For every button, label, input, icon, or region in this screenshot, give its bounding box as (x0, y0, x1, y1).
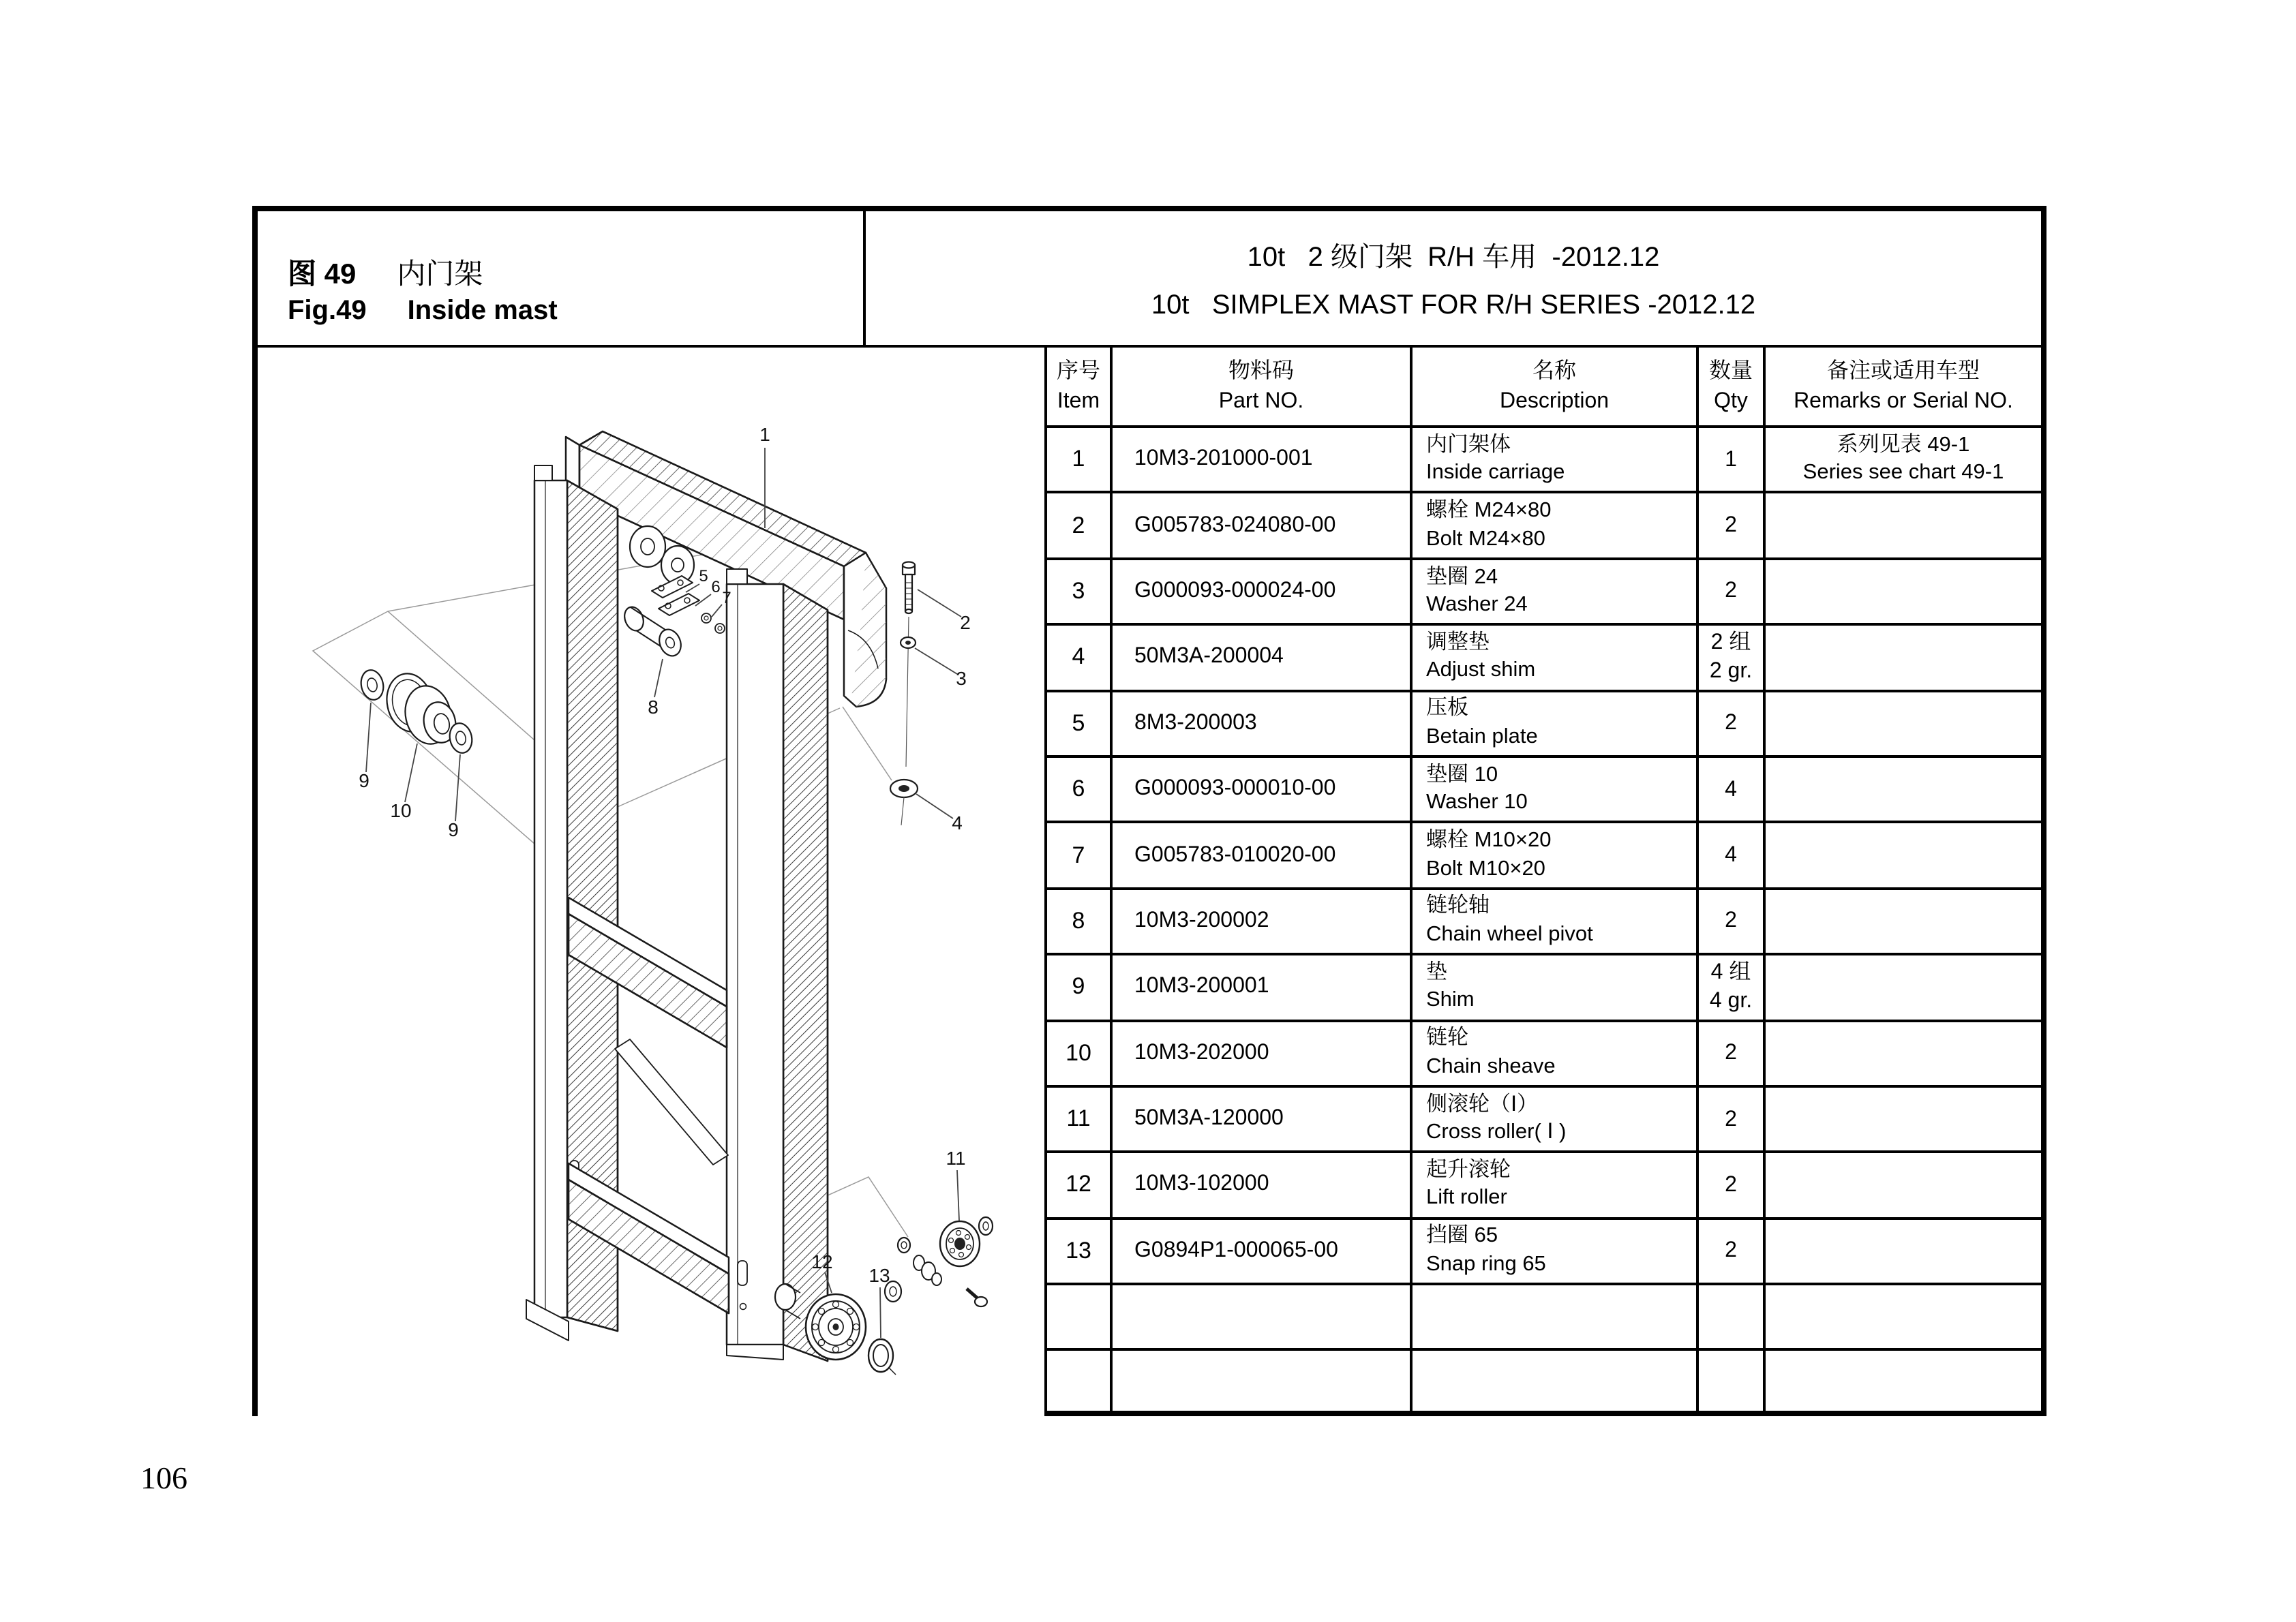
diagonal-brace (615, 1039, 728, 1165)
table-header-row (1047, 348, 2041, 427)
table-row (1047, 823, 2041, 889)
item-cell: 7 (1047, 823, 1111, 889)
description-cell (1411, 1284, 1697, 1350)
sheet-title-cn: 10t 2 级门架 R/H 车用 -2012.12 (1247, 243, 1660, 273)
remarks-cell (1764, 954, 2041, 1020)
drawing-frame (252, 206, 2046, 1416)
item-cell: 6 (1047, 756, 1111, 823)
item-cell: 3 (1047, 559, 1111, 625)
remarks-cell (1764, 1284, 2041, 1350)
remarks-cell (1764, 756, 2041, 823)
cross-roller-nut (898, 1238, 910, 1253)
description-cell: 链轮 Chain sheave (1411, 1020, 1697, 1086)
qty-cell: 2 (1697, 493, 1764, 559)
item-cell: 1 (1047, 427, 1111, 493)
table-row (1047, 559, 2041, 625)
parts-table-body (1047, 427, 2041, 1416)
item-cell: 5 (1047, 690, 1111, 756)
description-cell: 垫圈 24 Washer 24 (1411, 559, 1697, 625)
sheet-title-en: 10t SIMPLEX MAST FOR R/H SERIES -2012.12 (1151, 290, 1756, 320)
part-no-cell: G0894P1-000065-00 (1111, 1218, 1411, 1284)
col-header-item: 序号 Item (1047, 348, 1111, 427)
figure-name-en: Inside mast (407, 296, 558, 326)
table-row (1047, 954, 2041, 1020)
title-block (258, 211, 2041, 348)
remarks-cell (1764, 1218, 2041, 1284)
callout-8: 8 (648, 697, 659, 718)
table-row (1047, 1284, 2041, 1350)
part-no-cell (1111, 1350, 1411, 1416)
item-cell (1047, 1350, 1111, 1416)
col-header-qty: 数量 Qty (1697, 348, 1764, 427)
chain-wheel-pivot (621, 604, 647, 633)
item-cell: 13 (1047, 1218, 1111, 1284)
callout-10: 10 (390, 800, 412, 821)
qty-cell: 2 (1697, 1152, 1764, 1219)
col-header-description: 名称 Description (1411, 348, 1697, 427)
description-cell: 螺栓 M24×80 Bolt M24×80 (1411, 493, 1697, 559)
remarks-cell (1764, 493, 2041, 559)
remarks-cell (1764, 690, 2041, 756)
remarks-cell (1764, 1020, 2041, 1086)
callout-4: 4 (952, 812, 963, 833)
description-cell: 起升滚轮 Lift roller (1411, 1152, 1697, 1219)
part-no-cell: G005783-024080-00 (1111, 493, 1411, 559)
part-no-cell: G005783-010020-00 (1111, 823, 1411, 889)
table-row (1047, 427, 2041, 493)
part-no-cell: 50M3A-200004 (1111, 624, 1411, 690)
remarks-cell (1764, 1350, 2041, 1416)
remarks-cell (1764, 624, 2041, 690)
part-no-cell: 10M3-200002 (1111, 888, 1411, 954)
mast-diagram (258, 348, 1044, 1411)
item-cell: 11 (1047, 1086, 1111, 1152)
qty-cell: 2 (1697, 559, 1764, 625)
description-cell: 垫 Shim (1411, 954, 1697, 1020)
qty-cell: 2 (1697, 690, 1764, 756)
remarks-cell (1764, 888, 2041, 954)
callout-9a: 9 (359, 770, 369, 791)
part-no-cell: G000093-000010-00 (1111, 756, 1411, 823)
content-row (258, 348, 2041, 1416)
item-cell: 12 (1047, 1152, 1111, 1219)
description-cell: 压板 Betain plate (1411, 690, 1697, 756)
qty-cell: 4 (1697, 756, 1764, 823)
page-number: 106 (140, 1461, 187, 1495)
qty-cell: 2 (1697, 1086, 1764, 1152)
exploded-view-area (258, 348, 1047, 1416)
table-row (1047, 624, 2041, 690)
item-cell: 10 (1047, 1020, 1111, 1086)
callout-2: 2 (960, 612, 971, 633)
description-cell: 垫圈 10 Washer 10 (1411, 756, 1697, 823)
col-header-remarks: 备注或适用车型 Remarks or Serial NO. (1764, 348, 2041, 427)
part-no-cell: G000093-000024-00 (1111, 559, 1411, 625)
parts-table (1047, 348, 2041, 1416)
table-row (1047, 1086, 2041, 1152)
table-row (1047, 1218, 2041, 1284)
item-cell: 2 (1047, 493, 1111, 559)
figure-title-en-line (288, 296, 558, 327)
qty-cell: 2 (1697, 1218, 1764, 1284)
table-row (1047, 1350, 2041, 1416)
table-row (1047, 888, 2041, 954)
remarks-cell (1764, 1086, 2041, 1152)
callout-9b: 9 (448, 819, 459, 840)
qty-cell: 2 (1697, 1020, 1764, 1086)
description-cell: 链轮轴 Chain wheel pivot (1411, 888, 1697, 954)
callout-1: 1 (759, 424, 770, 445)
callout-11: 11 (946, 1148, 966, 1169)
callout-13: 13 (868, 1265, 890, 1286)
description-cell: 调整垫 Adjust shim (1411, 624, 1697, 690)
qty-cell: 4 组 4 gr. (1697, 954, 1764, 1020)
figure-title-cn-line (288, 252, 483, 293)
description-cell: 内门架体 Inside carriage (1411, 427, 1697, 493)
remarks-cell (1764, 1152, 2041, 1219)
table-row (1047, 493, 2041, 559)
figure-name-cn: 内门架 (397, 259, 483, 290)
shim-washer-left (359, 668, 386, 702)
part-no-cell (1111, 1284, 1411, 1350)
part-no-cell: 10M3-201000-001 (1111, 427, 1411, 493)
table-row (1047, 690, 2041, 756)
part-no-cell: 10M3-202000 (1111, 1020, 1411, 1086)
item-cell: 4 (1047, 624, 1111, 690)
figure-number-en: Fig.49 (288, 296, 367, 326)
remarks-cell (1764, 823, 2041, 889)
callout-7: 7 (722, 589, 731, 607)
qty-cell: 4 (1697, 823, 1764, 889)
table-row (1047, 1152, 2041, 1219)
item-cell (1047, 1284, 1111, 1350)
qty-cell (1697, 1284, 1764, 1350)
figure-title-block (258, 211, 866, 345)
table-row (1047, 1020, 2041, 1086)
col-header-part-no: 物料码 Part NO. (1111, 348, 1411, 427)
figure-number-cn: 图 49 (288, 259, 357, 290)
description-cell: 挡圈 65 Snap ring 65 (1411, 1218, 1697, 1284)
part-no-cell: 10M3-200001 (1111, 954, 1411, 1020)
qty-cell: 2 组 2 gr. (1697, 624, 1764, 690)
callout-3: 3 (956, 668, 967, 689)
qty-cell: 2 (1697, 888, 1764, 954)
part-no-cell: 50M3A-120000 (1111, 1086, 1411, 1152)
qty-cell (1697, 1350, 1764, 1416)
callout-6: 6 (711, 578, 721, 596)
qty-cell: 1 (1697, 427, 1764, 493)
parts-table-area (1047, 348, 2041, 1416)
item-cell: 8 (1047, 888, 1111, 954)
callout-5: 5 (699, 567, 708, 585)
description-cell: 侧滚轮（Ⅰ） Cross roller( Ⅰ ) (1411, 1086, 1697, 1152)
sheet-title-block (866, 211, 2041, 345)
remarks-cell (1764, 559, 2041, 625)
part-no-cell: 10M3-102000 (1111, 1152, 1411, 1219)
description-cell (1411, 1350, 1697, 1416)
table-row (1047, 756, 2041, 823)
item-cell: 9 (1047, 954, 1111, 1020)
description-cell: 螺栓 M10×20 Bolt M10×20 (1411, 823, 1697, 889)
callout-12: 12 (811, 1251, 833, 1272)
part-no-cell: 8M3-200003 (1111, 690, 1411, 756)
remarks-cell: 系列见表 49-1 Series see chart 49-1 (1764, 427, 2041, 493)
